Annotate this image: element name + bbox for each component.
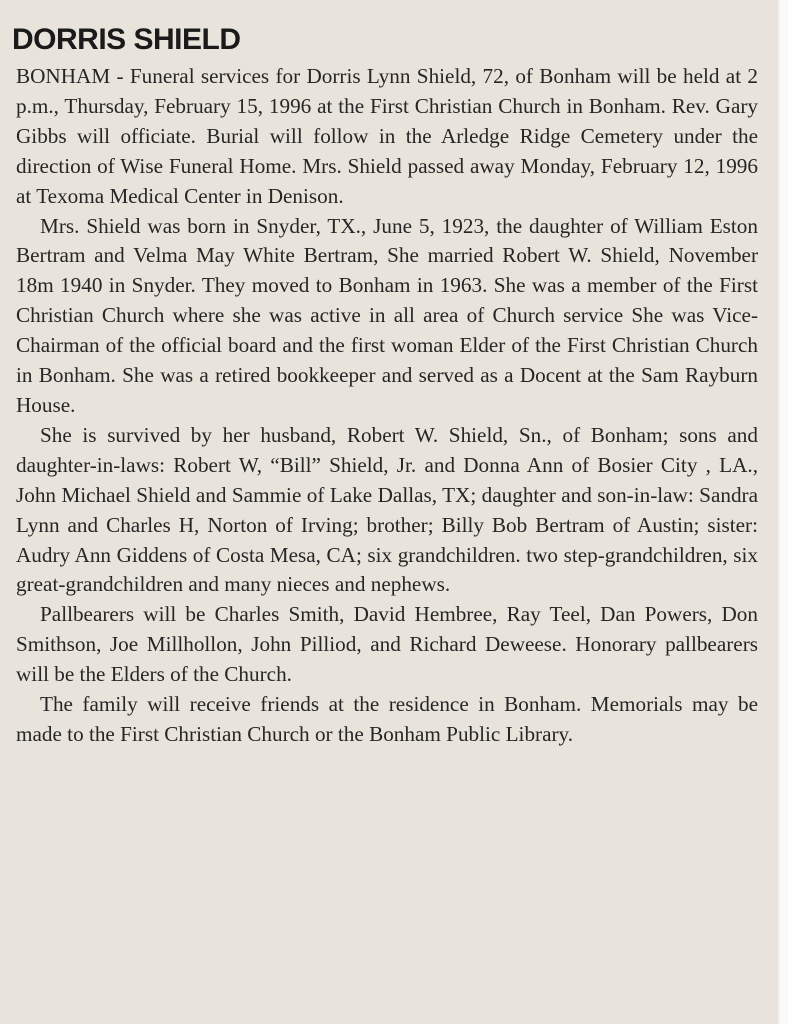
paragraph-biography: Mrs. Shield was born in Snyder, TX., June 5, 1923, the daughter of William Eston Bertram and Velma May White Bertram, She married Robert W. Shield, November 18m 1940 in Snyder. They moved to Bonham in 1963. She was a member of the First Christian Church where she was active in all area of Church service She was Vice-Chairman of the official board and the first woman Elder of the First Christian Church in Bonham. She was a retired bookkeeper and served as a Docent at the Sam Rayburn House. bbox=[16, 213, 758, 417]
paragraph-pallbearers: Pallbearers will be Charles Smith, David Hembree, Ray Teel, Dan Powers, Don Smithson, Joe Millhollon, John Pilliod, and Richard Deweese. Honorary pallbearers will be the Elders of the Church. bbox=[16, 602, 758, 687]
page-edge bbox=[780, 0, 788, 1024]
paragraph-funeral-services: BONHAM - Funeral services for Dorris Lynn Shield, 72, of Bonham will be held at 2 p.m., Thursday, February 15, 1996 at the First Christian Church in Bonham. Rev. Gary Gibbs will officiate. Burial will follow in the Arledge Ridge Cemetery under the direction of Wise Funeral Home. Mrs. Shield passed away Monday, February 12, 1996 at Texoma Medical Center in Denison. bbox=[16, 64, 758, 208]
paragraph-survivors: She is survived by her husband, Robert W. Shield, Sn., of Bonham; sons and daughter-in-laws: Robert W, “Bill” Shield, Jr. and Donna Ann of Bosier City , LA., John Michael Shield and Sammie of Lake Dallas, TX; daughter and son-in-law: Sandra Lynn and Charles H, Norton of Irving; brother; Billy Bob Bertram of Austin; sister: Audry Ann Giddens of Costa Mesa, CA; six grandchildren. two step-grandchildren, six great-grandchildren and many nieces and nephews. bbox=[16, 422, 758, 597]
obituary-headline: DORRIS SHIELD bbox=[12, 23, 241, 56]
obituary-body bbox=[16, 62, 758, 750]
paragraph-memorials: The family will receive friends at the residence in Bonham. Memorials may be made to the First Christian Church or the Bonham Public Library. bbox=[16, 692, 758, 746]
